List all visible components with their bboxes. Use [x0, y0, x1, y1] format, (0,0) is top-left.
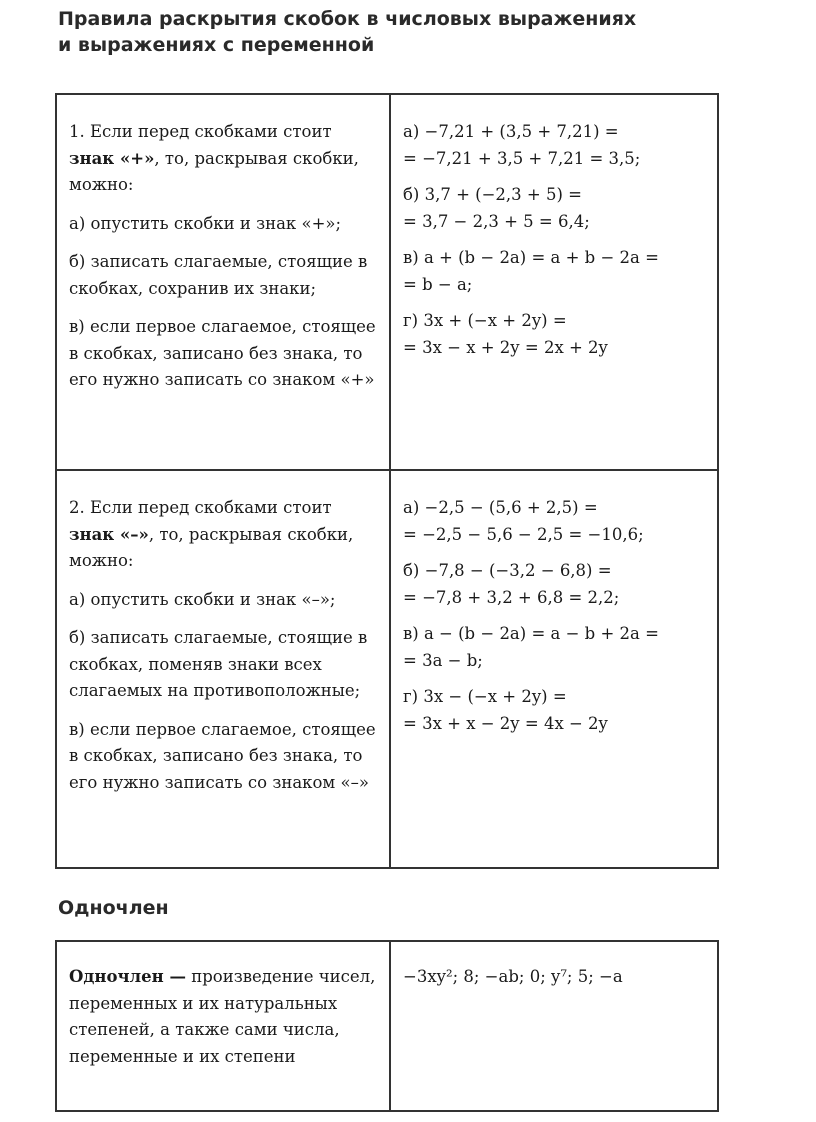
- monomial-table: [55, 940, 719, 1112]
- minus-rule-intro: [69, 495, 379, 575]
- minus-rule-item-b: б) записать слагаемые, стоящие в скобках, поменяв знаки всех слагаемых на противоположные;: [69, 628, 368, 700]
- plus-rule-row: [56, 94, 718, 470]
- monomial-term: Одночлен —: [69, 967, 186, 986]
- minus-example-a-line2: = −2,5 − 5,6 − 2,5 = −10,6;: [403, 524, 644, 544]
- plus-example-b: [403, 182, 707, 235]
- plus-rule-intro-rest: , то, раскрывая скобки, можно:: [69, 148, 359, 194]
- plus-example-c-line2: = b − a;: [403, 274, 473, 294]
- plus-rule-item-c: в) если первое слагаемое, стоящее в скобках, записано без знака, то его нужно записать со знаком «+»: [69, 317, 376, 389]
- monomial-definition-text: произведение чисел, переменных и их натуральных степеней, а также сами числа, переменные и их степени: [69, 967, 376, 1066]
- minus-rule-item-a: а) опустить скобки и знак «–»;: [69, 589, 336, 609]
- plus-example-d-line1: г) 3x + (−x + 2y) =: [403, 311, 567, 330]
- minus-example-a: [403, 495, 707, 548]
- minus-example-c-line2: = 3a − b;: [403, 650, 483, 670]
- minus-rule-intro-bold: знак «–»: [69, 524, 149, 544]
- minus-example-b-line1: б) −7,8 − (−3,2 − 6,8) =: [403, 561, 612, 580]
- monomial-definition: [69, 964, 379, 1070]
- plus-example-d: [403, 308, 707, 361]
- plus-example-c-line1: в) a + (b − 2a) = a + b − 2a =: [403, 248, 659, 267]
- plus-example-a-line2: = −7,21 + 3,5 + 7,21 = 3,5;: [403, 148, 641, 168]
- minus-rule-item-c: в) если первое слагаемое, стоящее в скобках, записано без знака, то его нужно записать со знаком «–»: [69, 719, 376, 792]
- minus-rule-intro-rest: , то, раскрывая скобки, можно:: [69, 524, 354, 570]
- minus-example-c-line1: в) a − (b − 2a) = a − b + 2a =: [403, 624, 659, 643]
- title-line-2: и выражениях с переменной: [58, 34, 375, 56]
- minus-rule-intro-start: 2. Если перед скобками стоит: [69, 498, 332, 517]
- minus-example-c: [403, 621, 707, 674]
- plus-rule-intro: [69, 119, 379, 199]
- minus-example-d-line1: г) 3x − (−x + 2y) =: [403, 687, 567, 706]
- plus-example-a: [403, 119, 707, 172]
- monomial-examples: −3xy²; 8; −ab; 0; y⁷; 5; −a: [403, 967, 623, 986]
- plus-rule-intro-start: 1. Если перед скобками стоит: [69, 122, 332, 141]
- minus-example-d: [403, 684, 707, 737]
- minus-example-a-line1: а) −2,5 − (5,6 + 2,5) =: [403, 498, 598, 517]
- minus-rule-row: [56, 470, 718, 868]
- monomial-examples-cell: [390, 941, 718, 1111]
- title-line-1: Правила раскрытия скобок в числовых выражениях: [58, 8, 637, 30]
- plus-example-d-line2: = 3x − x + 2y = 2x + 2y: [403, 337, 608, 357]
- plus-rule-item-b: б) записать слагаемые, стоящие в скобках, сохранив их знаки;: [69, 252, 368, 298]
- bracket-rules-table: [55, 93, 719, 869]
- minus-example-d-line2: = 3x + x − 2y = 4x − 2y: [403, 713, 608, 733]
- plus-rule-item-a: а) опустить скобки и знак «+»;: [69, 213, 342, 233]
- minus-example-b-line2: = −7,8 + 3,2 + 6,8 = 2,2;: [403, 587, 620, 607]
- minus-rule-cell: [56, 470, 390, 868]
- page-title: [58, 6, 758, 58]
- monomial-row: [56, 941, 718, 1111]
- minus-examples-cell: [390, 470, 718, 868]
- plus-examples-cell: [390, 94, 718, 470]
- minus-example-b: [403, 558, 707, 611]
- monomial-heading: Одночлен: [58, 897, 169, 919]
- plus-rule-intro-bold: знак «+»: [69, 148, 155, 168]
- plus-rule-cell: [56, 94, 390, 470]
- plus-example-a-line1: а) −7,21 + (3,5 + 7,21) =: [403, 122, 619, 141]
- monomial-definition-cell: [56, 941, 390, 1111]
- plus-example-b-line2: = 3,7 − 2,3 + 5 = 6,4;: [403, 211, 590, 231]
- plus-example-c: [403, 245, 707, 298]
- plus-example-b-line1: б) 3,7 + (−2,3 + 5) =: [403, 185, 582, 204]
